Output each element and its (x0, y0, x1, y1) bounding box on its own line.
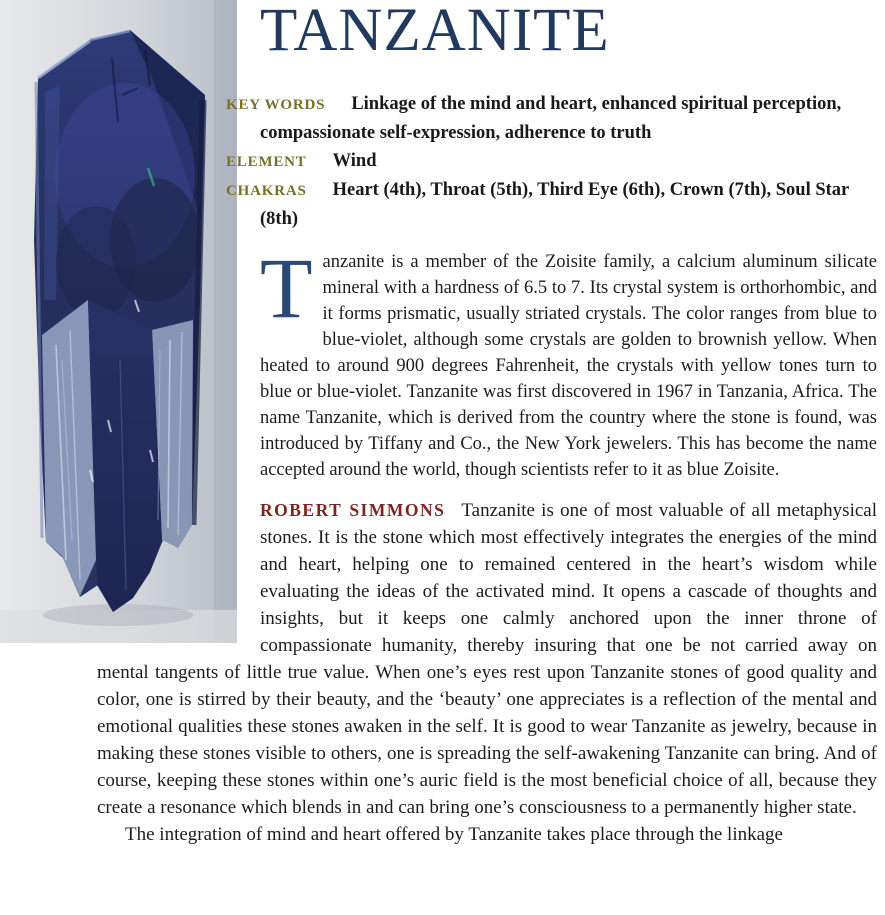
chakras-value: Heart (4th), Throat (5th), Third Eye (6th), Crown (7th), Soul Star (8th) (260, 180, 849, 229)
key-words-value: Linkage of the mind and heart, enhanced spiritual perception, compassionate self-expression, adherence to truth (260, 94, 842, 143)
page-title: TANZANITE (260, 0, 610, 64)
drop-cap: T (260, 240, 313, 336)
closing-paragraph: The integration of mind and heart offered by Tanzanite takes place through the linkage (125, 824, 783, 845)
tanzanite-crystal-photo (0, 0, 237, 643)
element-label: ELEMENT (226, 154, 307, 170)
robert-simmons-label: ROBERT SIMMONS (260, 500, 446, 520)
tanzanite-crystal-illustration (0, 0, 237, 643)
chakras-label: CHAKRAS (226, 183, 307, 199)
intro-text: anzanite is a member of the Zoisite family, a calcium aluminum silicate mineral with a hardness of 6.5 to 7. Its crystal system is orthorhombic, and it forms prismatic, usually striated crystals. The color ranges from blue to blue-violet, although some crystals are golden to brownish yellow. When heated to around 900 degrees Fahrenheit, the crystals with yellow tones turn to blue or blue-violet. Tanzanite was first discovered in 1967 in Tanzania, Africa. The name Tanzanite, which is derived from the country where the stone is found, was introduced by Tiffany and Co., the New York jewelers. This has become the name accepted around the world, though scientists refer to it as blue Zoisite. (260, 252, 877, 480)
robert-simmons-text: Tanzanite is one of most valuable of all metaphysical stones. It is the stone which most effectively integrates the energies of the mind and heart, helping one to remained centered in the heart’s wisdom while evaluating the ideas of the activated mind. It opens a cascade of thoughts and insights, but it keeps one calmly anchored upon the inner throne of compassionate humanity, thereby insuring that one be not carried away on mental tangents of little true value. When one’s eyes rest upon Tanzanite stones of good quality and color, one is stirred by their beauty, and the ‘beauty’ one appreciates is a reflection of the mental and emotional qualities these stones awaken in the self. It is good to wear Tanzanite as jewelry, because in making these stones visible to others, one is spreading the self-awakening Tanzanite can bring. And of course, keeping these stones within one’s auric field is the most beneficial choice of all, because they create a resonance which blends in and can bring one’s consciousness to a permanently higher state. (97, 500, 877, 818)
element-value: Wind (332, 151, 377, 171)
key-words-label: KEY WORDS (226, 97, 326, 113)
